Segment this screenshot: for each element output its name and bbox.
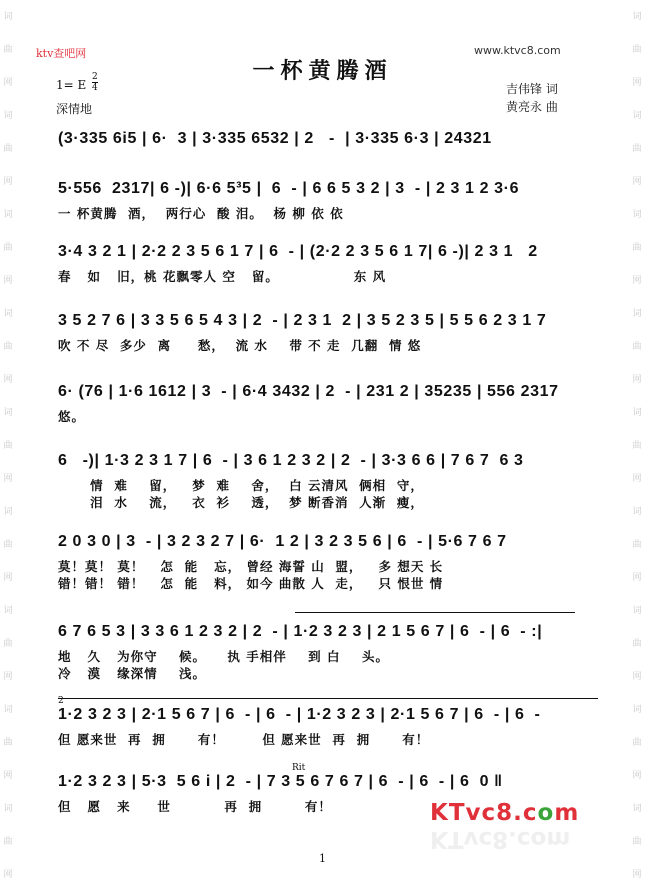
lyric-line-verse-2: 冷 漠 缘深情 浅。	[58, 666, 207, 681]
right-watermark-strip	[629, 0, 645, 891]
watermark-char: 曲	[3, 341, 13, 352]
watermark-char: 词	[3, 209, 13, 220]
watermark-char: 网	[632, 275, 642, 286]
notation-line: 1·2 3 2 3 | 5·3 5 6 i | 2 - | 7 3 5 6 7 6 7 | 6 - | 6 - | 6 0 ‖	[58, 773, 503, 790]
lyric-line: 但 愿 来 世 再 拥 有！	[58, 799, 332, 814]
key-signature: 1= E	[56, 78, 87, 92]
time-signature-top: 2	[92, 72, 98, 82]
watermark-char: 网	[632, 473, 642, 484]
watermark-char: 曲	[3, 836, 13, 847]
lyricist-credit: 吉伟锋 词	[506, 82, 558, 96]
watermark-char: 网	[632, 770, 642, 781]
watermark-char: 词	[3, 704, 13, 715]
watermark-char: 曲	[632, 341, 642, 352]
watermark-char: 曲	[632, 737, 642, 748]
watermark-char: 词	[3, 11, 13, 22]
lyric-line: 一 杯黄腾 酒， 两行心 酸 泪。 杨 柳 依 依	[58, 206, 344, 221]
watermark-char: 曲	[3, 737, 13, 748]
logo-text-1: KTvc8.c	[430, 800, 538, 826]
notation-line: 6· (76 | 1·6 1612 | 3 - | 6·4 3432 | 2 - | 231 2 | 35235 | 556 2317	[58, 383, 559, 400]
watermark-char: 词	[632, 803, 642, 814]
notation-line: 3·4 3 2 1 | 2·2 2 3 5 6 1 7 | 6 - | (2·2 2 3 5 6 1 7| 6 -)| 2 3 1 2	[58, 243, 538, 260]
logo-text-3: m	[554, 800, 580, 826]
lyric-line: 但 愿来世 再 拥 有！ 但 愿来世 再 拥 有！	[58, 732, 430, 747]
watermark-char: 曲	[3, 638, 13, 649]
watermark-char: 曲	[632, 539, 642, 550]
notation-line: 1·2 3 2 3 | 2·1 5 6 7 | 6 - | 6 - | 1·2 3 2 3 | 2·1 5 6 7 | 6 - | 6 -	[58, 706, 541, 723]
lyric-line-verse-2: 错！错！ 错！ 怎 能 料， 如今 曲散 人 走， 只 恨世 情	[58, 576, 444, 591]
notation-line: 5·556 2317| 6 -)| 6·6 5³5 | 6 - | 6 6 5 3 2 | 3 - | 2 3 1 2 3·6	[58, 180, 520, 197]
watermark-char: 曲	[632, 44, 642, 55]
watermark-char: 词	[3, 407, 13, 418]
watermark-char: 曲	[632, 638, 642, 649]
watermark-char: 词	[3, 803, 13, 814]
watermark-char: 网	[632, 77, 642, 88]
watermark-char: 曲	[3, 539, 13, 550]
watermark-char: 网	[632, 572, 642, 583]
tempo-marking: 深情地	[56, 102, 93, 116]
time-signature	[92, 72, 98, 93]
watermark-char: 网	[3, 671, 13, 682]
watermark-char: 网	[632, 869, 642, 880]
watermark-char: 网	[3, 473, 13, 484]
notation-line: (3·335 6i5 | 6· 3 | 3·335 6532 | 2 - | 3·335 6·3 | 24321	[58, 130, 492, 147]
site-url: www.ktvc8.com	[474, 44, 561, 57]
page-number: 1	[319, 852, 326, 865]
ritardando-mark: Rit	[292, 763, 306, 773]
watermark-char: 曲	[3, 242, 13, 253]
watermark-char: 网	[3, 869, 13, 880]
watermark-char: 词	[632, 407, 642, 418]
lyric-line: 春 如 旧，桃 花飘零人 空 留。 东 风	[58, 269, 387, 284]
lyric-line: 吹 不 尽 多少 离 愁， 流 水 带 不 走 几翻 情 悠	[58, 338, 422, 353]
left-watermark-strip	[0, 0, 16, 891]
watermark-char: 曲	[3, 143, 13, 154]
lyric-line: 莫！莫！ 莫！ 怎 能 忘， 曾经 海誓 山 盟， 多 想天 长	[58, 559, 444, 574]
watermark-char: 词	[3, 308, 13, 319]
watermark-char: 曲	[632, 143, 642, 154]
time-signature-bottom: 4	[92, 83, 98, 93]
site-name: ktv查吧网	[36, 47, 87, 60]
composer-credit: 黄亮永 曲	[506, 100, 558, 114]
watermark-char: 网	[632, 671, 642, 682]
watermark-char: 曲	[632, 242, 642, 253]
watermark-char: 词	[3, 110, 13, 121]
volta-1-bracket	[295, 612, 575, 613]
watermark-char: 词	[632, 506, 642, 517]
site-logo-reflection: KTvc8.com	[430, 826, 571, 852]
watermark-char: 词	[632, 11, 642, 22]
watermark-char: 曲	[3, 440, 13, 451]
watermark-char: 网	[3, 770, 13, 781]
watermark-char: 网	[3, 275, 13, 286]
watermark-char: 网	[3, 572, 13, 583]
volta-2-bracket	[58, 698, 598, 699]
notation-line: 2 0 3 0 | 3 - | 3 2 3 2 7 | 6· 1 2 | 3 2 3 5 6 | 6 - | 5·6 7 6 7	[58, 533, 507, 550]
lyric-line: 悠。	[58, 409, 86, 424]
song-title: 一杯黄腾酒	[252, 58, 393, 84]
watermark-char: 曲	[632, 836, 642, 847]
watermark-char: 网	[3, 374, 13, 385]
watermark-char: 曲	[632, 440, 642, 451]
watermark-char: 词	[632, 110, 642, 121]
watermark-char: 词	[632, 308, 642, 319]
watermark-char: 词	[632, 209, 642, 220]
watermark-char: 网	[632, 176, 642, 187]
lyric-line: 情 难 留， 梦 难 舍， 白 云清风 俩相 守，	[58, 478, 424, 493]
volta-2-mark: 2	[58, 696, 64, 706]
watermark-char: 词	[632, 605, 642, 616]
site-logo	[430, 800, 579, 826]
watermark-char: 词	[3, 605, 13, 616]
watermark-char: 网	[3, 176, 13, 187]
notation-line: 3 5 2 7 6 | 3 3 5 6 5 4 3 | 2 - | 2 3 1 2 | 3 5 2 3 5 | 5 5 6 2 3 1 7	[58, 312, 547, 329]
notation-line: 6 7 6 5 3 | 3 3 6 1 2 3 2 | 2 - | 1·2 3 2 3 | 2 1 5 6 7 | 6 - | 6 - :|	[58, 623, 543, 640]
lyric-line: 地 久 为你守 候。 执 手相伴 到 白 头。	[58, 649, 389, 664]
watermark-char: 词	[3, 506, 13, 517]
logo-text-2: o	[537, 800, 555, 826]
watermark-char: 曲	[3, 44, 13, 55]
notation-line: 6 -)| 1·3 2 3 1 7 | 6 - | 3 6 1 2 3 2 | 2 - | 3·3 6 6 | 7 6 7 6 3	[58, 452, 524, 469]
watermark-char: 词	[632, 704, 642, 715]
watermark-char: 网	[632, 374, 642, 385]
lyric-line-verse-2: 泪 水 流， 衣 衫 透， 梦 断香消 人渐 瘦，	[58, 495, 424, 510]
watermark-char: 网	[3, 77, 13, 88]
